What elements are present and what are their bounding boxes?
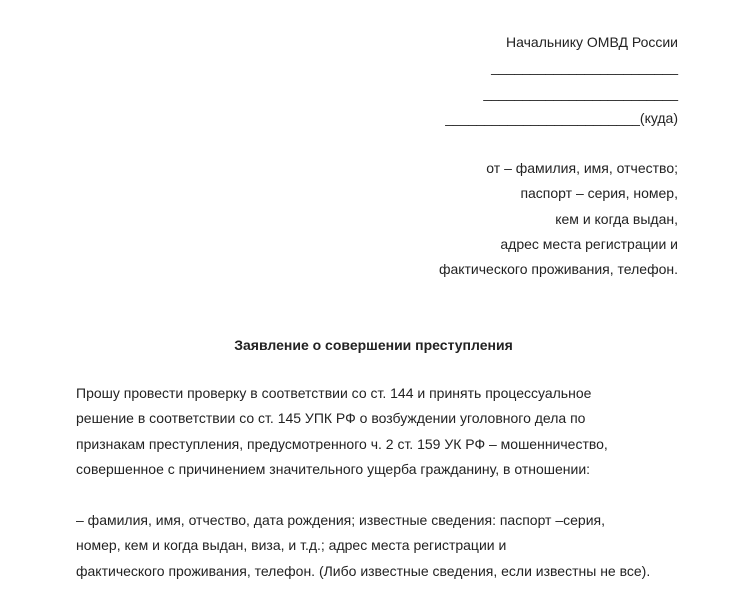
body-paragraph-2 [76, 508, 687, 584]
applicant-line: от – фамилия, имя, отчество; [486, 160, 678, 177]
header-spacer [439, 131, 678, 156]
addressee-blank-line: ________________________ [491, 59, 678, 76]
paragraph-line: признакам преступления, предусмотренного ч. 2 ст. 159 УК РФ – мошенничество, [76, 435, 608, 452]
paragraph-line: номер, кем и когда выдан, виза, и т.д.; адрес места регистрации и [76, 537, 507, 554]
header-block [439, 30, 678, 283]
paragraph-line: фактического проживания, телефон. (Либо известные сведения, если известны не все). [76, 562, 651, 579]
paragraph-line: решение в соответствии со ст. 145 УПК РФ о возбуждении уголовного дела по [76, 410, 586, 427]
addressee-line: Начальнику ОМВД России [506, 34, 678, 50]
applicant-line: адрес места регистрации и [500, 236, 678, 253]
body-paragraph-1 [76, 381, 687, 482]
applicant-line: кем и когда выдан, [555, 210, 678, 227]
addressee-where-line: _________________________(куда) [445, 109, 678, 126]
paragraph-line: совершенное с причинением значительного ущерба гражданину, в отношении: [76, 460, 591, 477]
addressee-blank-line: _________________________ [483, 84, 678, 101]
document-title: Заявление о совершении преступления [234, 337, 513, 353]
applicant-line: паспорт – серия, номер, [520, 185, 678, 202]
paragraph-line: – фамилия, имя, отчество, дата рождения; известные сведения: паспорт –серия, [76, 512, 606, 528]
paragraph-line: Прошу провести проверку в соответствии со ст. 144 и принять процессуальное [76, 385, 592, 401]
applicant-line: фактического проживания, телефон. [438, 261, 678, 278]
